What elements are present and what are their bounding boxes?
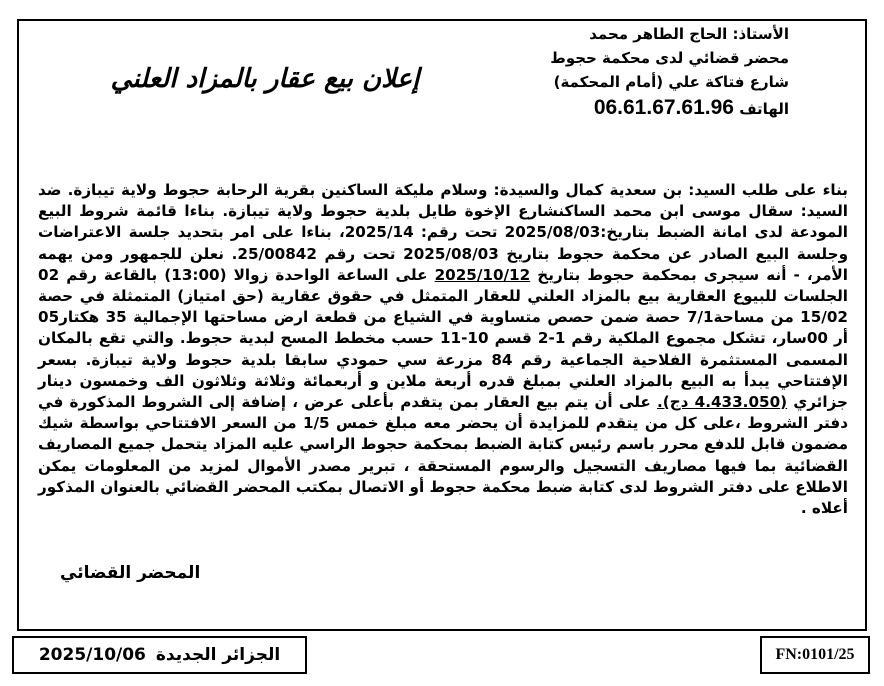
publication-date: 2025/10/06 <box>38 645 146 665</box>
newspaper-name: الجزائر الجديدة <box>155 645 281 665</box>
notice-title: إعلان بيع عقار بالمزاد العلني <box>110 64 420 94</box>
body-part-1: بناء على طلب السيد: بن سعدية كمال والسيدة: وسلام مليكة الساكنين بقرية الرحابة حجوط ولاية تيبازة. ضد السيد: سقال موسى ابن محمد الساكنشارع الإخوة طايل بلدية حجوط ولاية تيبازة. بناءا قائمة شروط البيع المودعة لدى امانة الضبط بتاريخ:2025/08/03 تحت رقم: 2025/14، بناءا على امر بتحديد جلسة الاعتراضات وجلسة البيع الصادر عن محكمة حجوط بتاريخ 2025/08/03 تحت رقم 25/00842. نعلن للجمهور ومن يهمه الأمر، - أنه سيجرى بمحكمة حجوط بتاريخ <box>38 181 849 284</box>
bailiff-title: محضر قضائي لدى محكمة حجوط <box>550 49 789 67</box>
reference-box <box>760 636 870 674</box>
phone-line <box>489 96 789 121</box>
phone-number: 06.61.67.61.96 <box>593 96 734 119</box>
opening-price: (4.433.050 دج). <box>656 393 788 412</box>
notice-body <box>38 180 848 519</box>
body-part-3: على أن يتم بيع العقار بمن يتقدم بأعلى عرض ، إضافة إلى الشروط المذكورة في دفتر الشروط ،على كل من يتقدم للمزايدة أن يحضر معه مبلغ خمس 1/5 من السعر الافتتاحي بواسطة شيك مضمون قابل للدفع محرر باسم رئيس كتابة الضبط بمحكمة حجوط الراسي عليه المزاد يتحمل جميع المصاريف القضائية بما فيها مصاريف التسجيل والرسوم المستحقة ، تبرير مصدر الأموال لمزيد من المعلومات يمكن الاطلاع على دفتر الشروط لدى كتابة ضبط محكمة حجوط أو الاتصال بمكتب المحضر القضائي بالعنوان المذكور أعلاه . <box>38 393 848 518</box>
sale-date: 2025/10/12 <box>434 265 531 284</box>
phone-label: الهاتف <box>739 100 789 118</box>
body-part-2: على الساعة الواحدة زوالا (13:00) بالقاعة رقم 02 الجلسات للبيوع العقارية بيع بالمزاد العلني للعقار المتمثل في حقوق عقارية (حق امتياز) المتمثلة في حصة 15/02 من مساحة7/1 حصة ضمن حصص متساوية في الشياع من قطعة ارض مساحتها الإجمالية 35 هكتار05 أر 00سار، تشكل مجموع الملكية رقم 1-2 قسم 10-11 حسب مخطط المسح لبدية حجوط. والتي تقع بالمكان المسمى المستثمرة الفلاحية الجماعية رقم 84 مزرعة سي حمودي سابقا بلدية حجوط ولاية تيبازة. بسعر الإفتتاحي يبدأ به البيع بالمزاد العلني بمبلغ قدره أربعة ملاين و أربعمائة وثلاثة وثلاثون الف وخمسون دينار جزائري <box>38 265 848 412</box>
newspaper-box <box>12 636 307 674</box>
bailiff-header <box>489 22 789 121</box>
reference-number: FN:0101/25 <box>775 646 855 663</box>
signature: المحضر القضائي <box>60 563 201 583</box>
bailiff-name: الأستاذ: الحاج الطاهر محمد <box>589 25 789 43</box>
bailiff-address: شارع فتاكة علي (أمام المحكمة) <box>553 73 789 91</box>
